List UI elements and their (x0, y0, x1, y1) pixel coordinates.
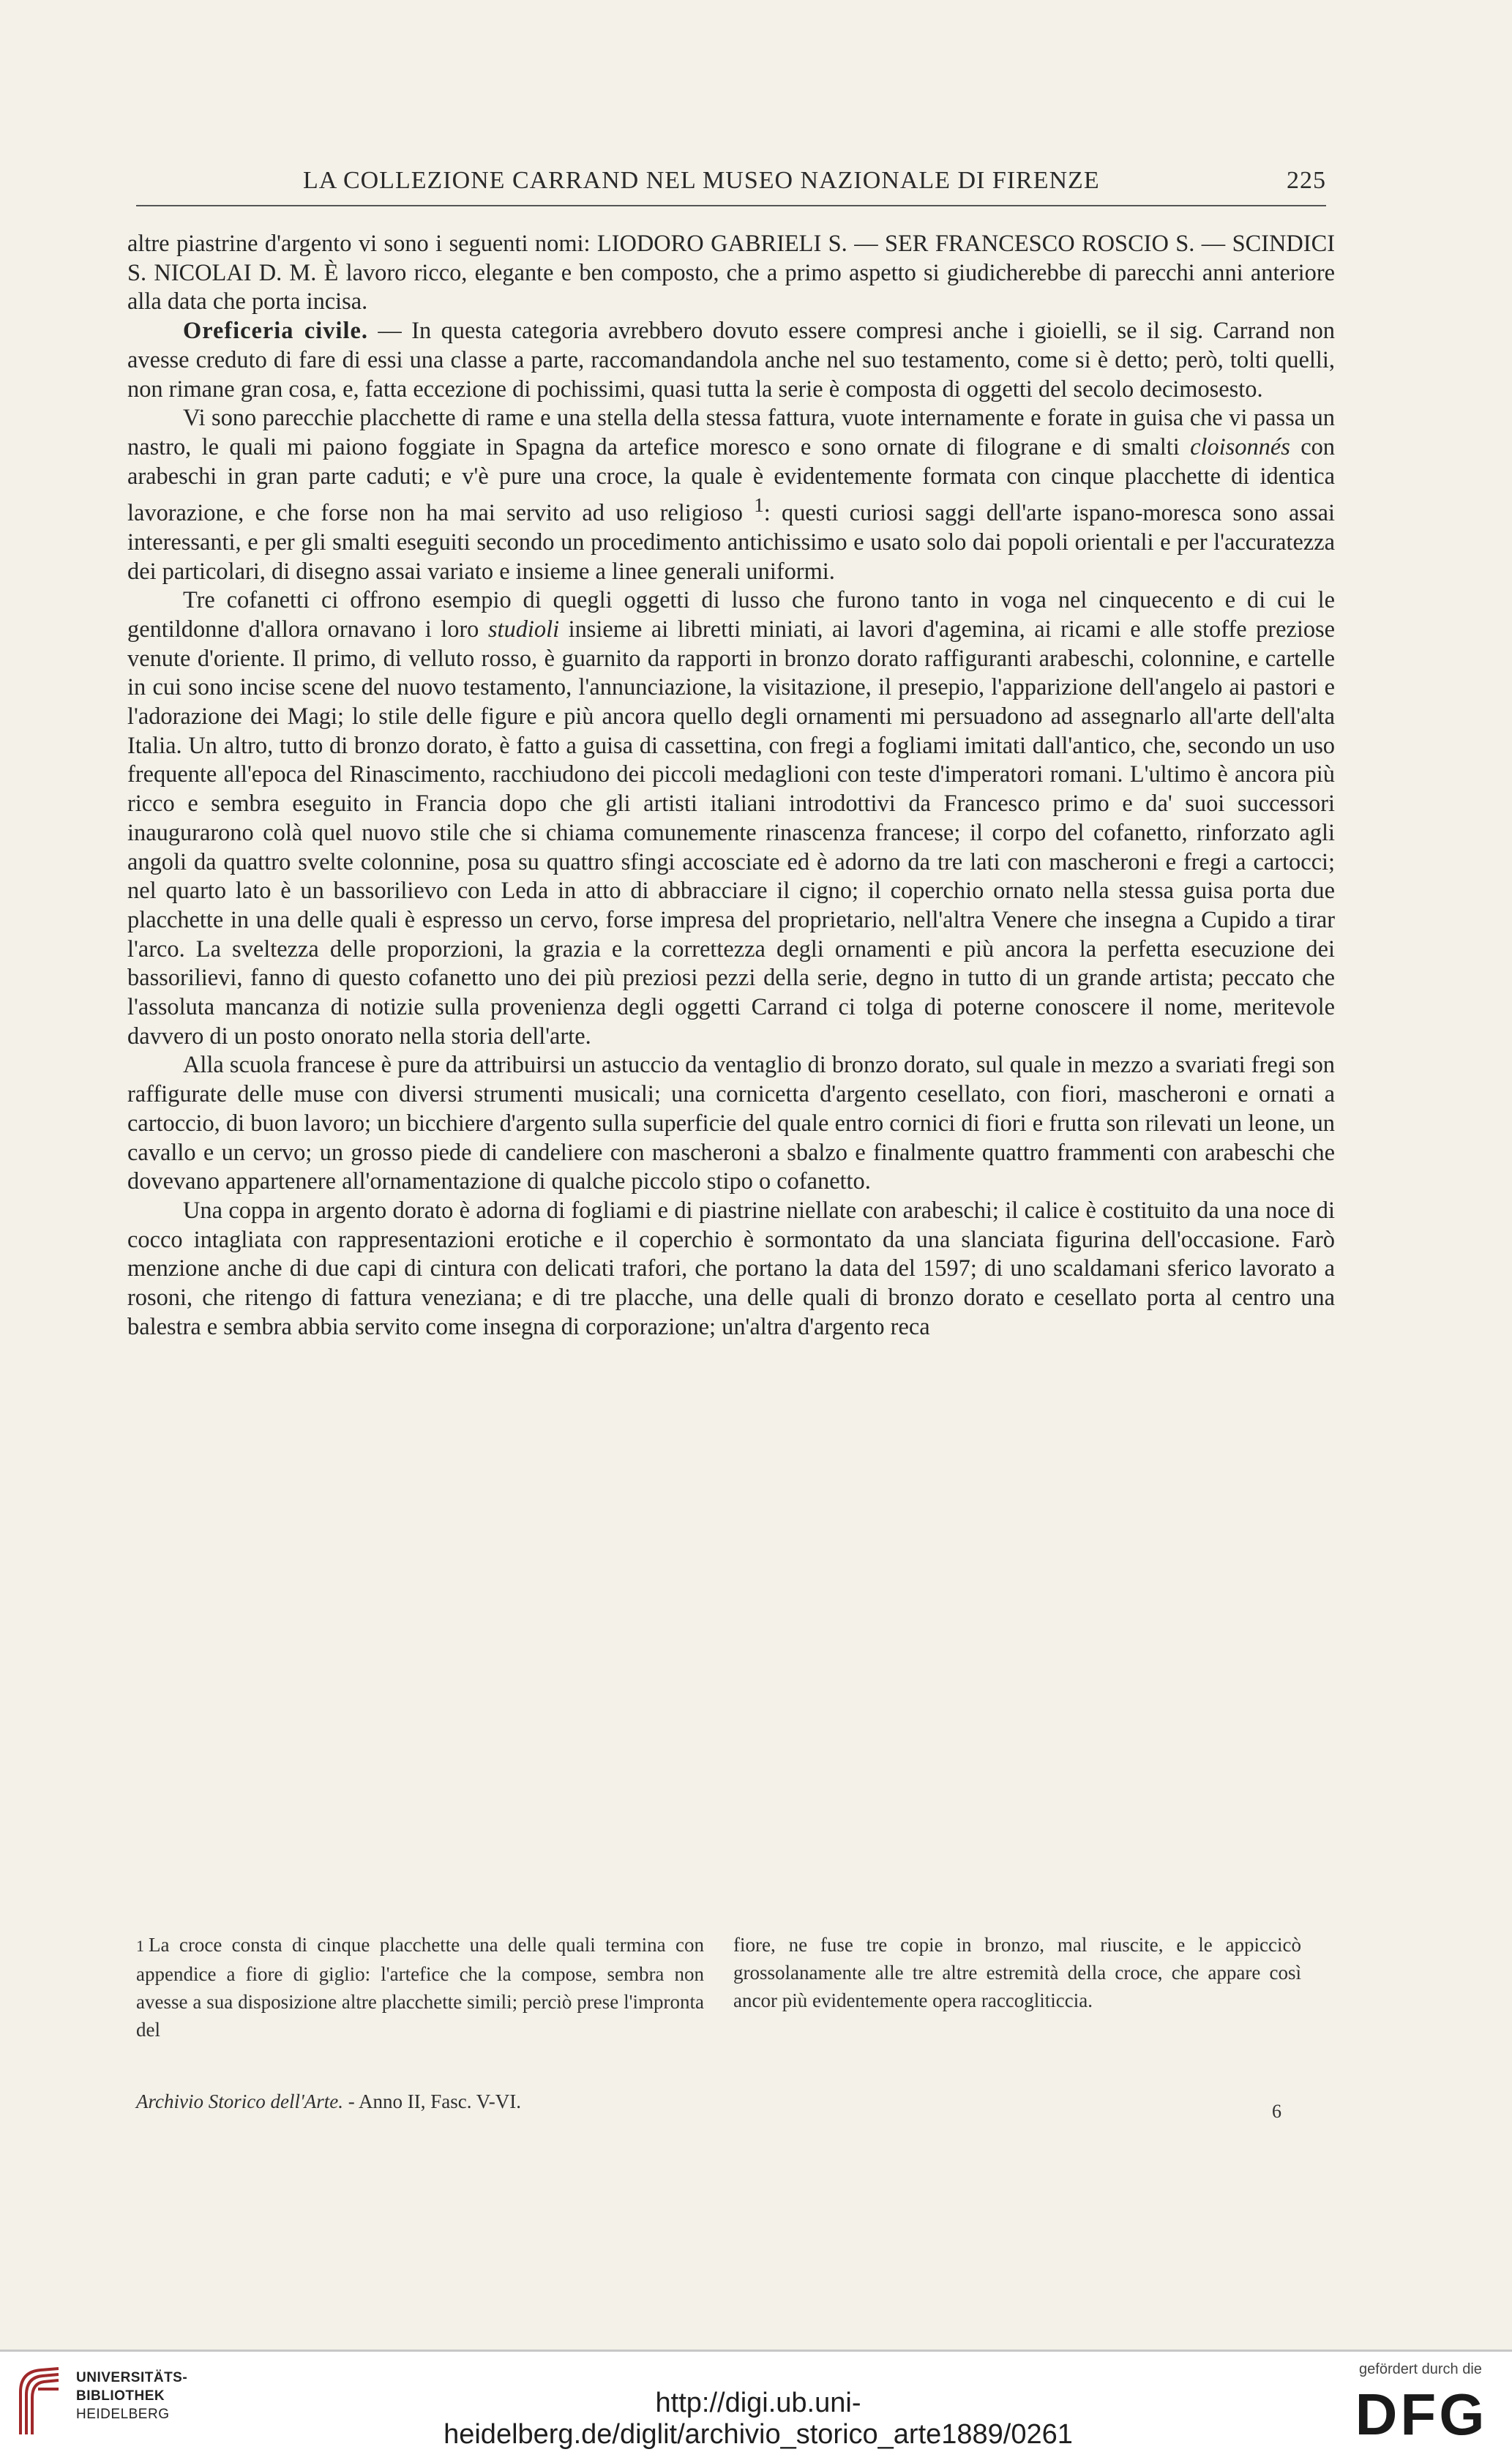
dfg-logo-icon (1348, 2383, 1494, 2442)
paragraph-4 (127, 586, 1335, 1051)
running-head (136, 162, 1326, 199)
library-name-line-1: UNIVERSITÄTS- (76, 2370, 188, 2385)
signature-mark: 6 (1272, 2101, 1281, 2122)
library-name-line-2: BIBLIOTHEK (76, 2388, 165, 2404)
body-text (127, 230, 1335, 1342)
library-logo-icon (16, 2366, 63, 2436)
italic-term: studioli (487, 616, 560, 643)
page-number: 225 (1287, 167, 1326, 194)
journal-line (136, 2090, 1278, 2113)
paragraph-3-text-b: con arabeschi in gran parte caduti; e v'è pure una croce, la quale è evidentemente formata con cinque placchette di identica lavorazione, e che forse non ha mai servito ad uso religioso (127, 433, 1335, 527)
document-url[interactable]: http://digi.ub.uni-heidelberg.de/diglit/archivio_storico_arte1889/0261 (444, 2388, 1073, 2450)
italic-term: cloisonnés (1190, 433, 1290, 460)
paragraph-3 (127, 404, 1335, 586)
footnote-column-right (733, 1931, 1301, 2014)
footnote-text-left: La croce consta di cinque placchette una delle quali termina con appendice a fiore di giglio: l'artefice che la compose, sembra non avesse a sua disposizione altre placchette simili; perciò prese l'impronta del (136, 1934, 704, 2041)
paragraph-6: Una coppa in argento dorato è adorna di fogliami e di piastrine niellate con arabeschi; il calice è costituito da una noce di cocco intagliata con rappresentazioni erotiche e il coperchio è sormontato da una slanciata figurina dell'occasione. Farò menzione anche di due capi di cintura con delicati trafori, che portano la data del 1597; di uno scaldamani sferico lavorato a rosoni, che ritengo di fattura veneziana; e di tre placche, una delle quali di bronzo dorato e cesellato porta al centro una balestra e sembra abbia servito come insegna di corporazione; un'altra d'argento reca (127, 1197, 1335, 1340)
journal-issue: - Anno II, Fasc. V-VI. (343, 2090, 521, 2112)
library-name-line-3: HEIDELBERG (76, 2407, 170, 2422)
journal-title: Archivio Storico dell'Arte. (136, 2090, 343, 2112)
paragraph-3-text-c: : questi curiosi saggi dell'arte ispano-moresca sono assai interessanti, e per gli smalti eseguiti secondo un procedimento antichissimo e usato solo dai popoli orientali e per l'accuratezza dei particolari, di disegno assai variato e insieme a linee generali uniformi. (127, 500, 1335, 585)
running-title: LA COLLEZIONE CARRAND NEL MUSEO NAZIONALE DI FIRENZE (303, 167, 1100, 194)
header-rule (136, 205, 1326, 206)
paragraph-5: Alla scuola francese è pure da attribuirsi un astuccio da ventaglio di bronzo dorato, sul quale in mezzo a svariati fregi son raffigurate delle muse con diversi strumenti musicali; una cornicetta d'argento cesellato, con fiori, mascheroni e ornati a cartoccio, di buon lavoro; un bicchiere d'argento sulla superficie del quale entro cornici di fiori e frutta son rilevati un leone, un cavallo e un cervo; un grosso piede di candeliere con mascheroni a sbalzo e finalmente quattro frammenti con arabeschi che dovevano appartenere all'ornamentazione di qualche piccolo stipo o cofanetto. (127, 1052, 1335, 1195)
footnote-reference: 1 (754, 494, 764, 517)
footer-rule (0, 2350, 1512, 2352)
paragraph-1: altre piastrine d'argento vi sono i seguenti nomi: LIODORO GABRIELI S. — SER FRANCESCO ROSCIO S. — SCINDICI S. NICOLAI D. M. È lavoro ricco, elegante e ben composto, che a primo aspetto si giudicherebbe di parecchi anni anteriore alla data che porta incisa. (127, 231, 1335, 315)
paragraph-3-text-a: Vi sono parecchie placchette di rame e una stella della stessa fattura, vuote internamente e forate in guisa che vi passa un nastro, le quali mi paiono foggiate in Spagna da artefice moresco e sono ornate di filograne e di smalti (127, 405, 1335, 460)
paragraph-4-text-b: insieme ai libretti miniati, ai lavori d'agemina, ai ricami e alle stoffe preziose venute d'oriente. Il primo, di velluto rosso, è guarnito da rapporti in bronzo dorato raffiguranti arabeschi, colonnine, e cartelle in cui sono incise scene del nuovo testamento, l'annunciazione, la visitazione, il presepio, l'apparizione dell'angelo ai pastori e l'adorazione dei Magi; lo stile delle figure e più ancora quello degli ornamenti mi persuadono ad assegnarlo all'arte dell'alta Italia. Un altro, tutto di bronzo dorato, è fatto a guisa di cassettina, con fregi a fogliami imitati dall'antico, che, secondo un uso frequente all'epoca del Rinascimento, racchiudono dei piccoli medaglioni con teste d'imperatori romani. L'ultimo è ancora più ricco e sembra eseguito in Francia dopo che gli artisti italiani introdottivi da Francesco primo e da' suoi successori inaugurarono colà quel nuovo stile che si chiama comunemente rinascenza francese; il corpo del cofanetto, rinforzato agli angoli da quattro svelte colonnine, posa su quattro sfingi accosciate ed è adorno da tre lati con mascheroni e fregi a cartocci; nel quarto lato è un bassorilievo con Leda in atto di abbracciare il cigno; il coperchio ornato nella stessa guisa porta due placchette in una delle quali è espresso un cervo, forse impresa del proprietario, nell'altra Venere che insegna a Cupido a tirar l'arco. La sveltezza delle proporzioni, la grazia e la correttezza degli ornamenti e più ancora la perfetta esecuzione dei bassorilievi, fanno di questo cofanetto uno dei più preziosi pezzi della serie, degno in tutto di un grande artista; peccato che l'assoluta mancanza di notizie sulla provenienza degli oggetti Carrand ci tolga di poterne conoscere il nome, meritevole davvero di un posto onorato nella storia dell'arte. (127, 616, 1336, 1050)
library-name (76, 2369, 187, 2423)
funder-caption: gefördert durch die (1359, 2361, 1482, 2377)
footnote-column-left (136, 1931, 704, 2044)
paragraph-4-text-a: Tre cofanetti ci offrono esempio di quegli oggetti di lusso che furono tanto in voga nel cinquecento e di cui le gentildonne d'allora ornavano i loro (127, 587, 1335, 643)
paragraph-2 (127, 317, 1335, 404)
footnote-text-right: fiore, ne fuse tre copie in bronzo, mal riuscite, e le appiccicò grossolanamente alle tre altre estremità della croce, che appare così ancor più evidentemente opera raccogliticcia. (733, 1934, 1301, 2011)
dfg-logo-text: DFG (1355, 2383, 1488, 2442)
footnotes (136, 1931, 1322, 2070)
paragraph-2-text: — In questa categoria avrebbero dovuto essere compresi anche i gioielli, se il sig. Carrand non avesse creduto di fare di essi una classe a parte, raccomandandola anche nel suo testamento, come si è detto; però, tolti quelli, non rimane gran cosa, e, fatta eccezione di pochissimi, quasi tutta la serie è composta di oggetti del secolo decimosesto. (127, 318, 1336, 403)
section-heading: Oreficeria civile. (183, 318, 368, 345)
footnote-mark: 1 (136, 1937, 144, 1955)
